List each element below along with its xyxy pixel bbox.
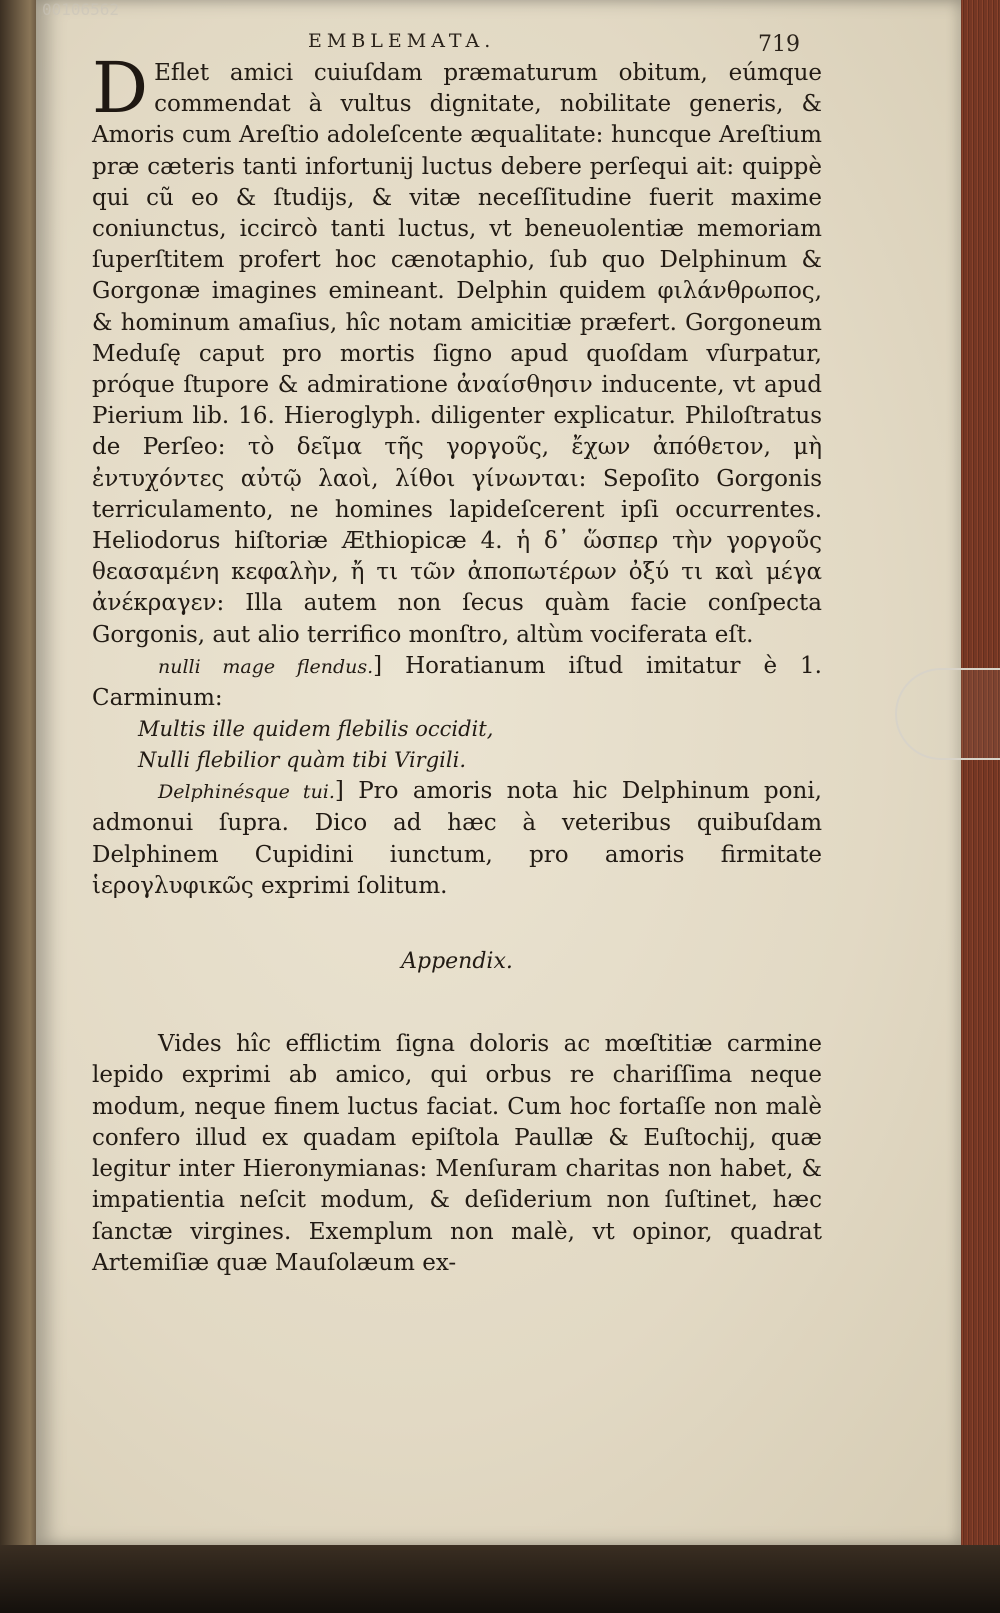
paragraph-2-text: Horatianum iſtud imitatur è 1. Carminum: — [92, 652, 822, 712]
lemma-1: nulli mage flendus. — [158, 655, 374, 678]
appendix-title: Appendix. — [401, 949, 513, 975]
page-clip — [895, 668, 1000, 760]
running-head: EMBLEMATA. — [308, 30, 496, 52]
paragraph-2: nulli mage flendus.] Horatianum iſtud imitatur è 1. Carminum: — [92, 652, 822, 712]
book-binding-left — [0, 0, 40, 1613]
page-text — [92, 47, 822, 1279]
paragraph-3-text: Pro amoris nota hic Delphinum poni, admonui ſupra. Dico ad hæc à veteribus quibuſdam Delphinem Cupidini iunctum, pro amoris firmitate ἱερογλυφικῶς exprimi ſolitum. — [92, 778, 822, 899]
page-number: 719 — [758, 32, 800, 57]
paragraph-3: Delphinésque tui.] Pro amoris nota hic Delphinum poni, admonui ſupra. Dico ad hæc à veteribus quibuſdam Delphinem Cupidini iunctum, pro amoris firmitate ἱερογλυφικῶς exprimi ſolitum. — [92, 778, 822, 899]
quote-line-2: Nulli flebilior quàm tibi Virgili. — [138, 748, 466, 773]
bottom-shadow — [0, 1545, 1000, 1613]
page-edges-right — [958, 0, 1000, 1613]
catalog-number: 00106562 — [42, 0, 120, 19]
paragraph-1 — [92, 47, 822, 651]
lemma-2: Delphinésque tui. — [158, 781, 335, 804]
book-page — [36, 0, 961, 1545]
quote-line-1: Multis ille quidem flebilis occidit, — [138, 717, 494, 742]
paragraph-1-text: Eflet amici cuiuſdam præmaturum obitum, eúmque commendat à vultus dignitate, nobilitate generis, & Amoris cum Areſtio adoleſcente æqualitate: huncque Areſtium præ cæteris tanti infortunij luctus debere perſequi ait: quippè qui cũ eo & ſtudijs, & vitæ neceſſitudine fuerit maxime coniunctus, iccircò tanti luctus, vt beneuolentiæ memoriam ſuperſtitem profert hoc cænotaphio, ſub quo Delphinum & Gorgonæ imagines emineant. Delphin quidem φιλάνθρωπος, & hominum amaſius, hîc notam amicitiæ præfert. Gorgoneum Meduſę caput pro mortis ſigno apud quoſdam vſurpatur, próque ſtupore & admiratione ἀναίσθησιν inducente, vt apud Pierium lib. 16. Hieroglyph. diligenter explicatur. Philoſtratus de Perſeo: τὸ δεῖμα τῆς γοργοῦς, ἔχων ἀπόθετον, μὴ ἐντυχόντες αὐτῷ λαοὶ, λίθοι γίνωνται: Sepoſito Gorgonis terriculamento, ne homines lapideſcerent ipſi occurrentes. Heliodorus hiſtoriæ Æthiopicæ 4. ἡ δ᾽ ὥσπερ τὴν γοργοῦς θεασαμένη κεφαλὴν, ἤ τι τῶν ἀποπωτέρων ὀξύ τι καὶ μέγα ἀνέκραγεν: Illa autem non ſecus quàm facie conſpecta Gorgonis, aut alio terrifico monſtro, altùm vociferata eſt. — [92, 60, 822, 648]
paragraph-4: Vides hîc efflictim ſigna doloris ac mœſtitiæ carmine lepido exprimi ab amico, qui orbus re chariſſima neque modum, neque finem luctus faciat. Cum hoc fortaſſe non malè confero illud ex quadam epiſtola Paullæ & Euſtochij, quæ legitur inter Hieronymianas: Menſuram charitas non habet, & impatientia neſcit modum, & deſiderium non ſuſtinet, hæc ſanctæ virgines. Exemplum non malè, vt opinor, quadrat Artemiſiæ quæ Mauſolæum ex- — [92, 1031, 822, 1276]
drop-cap: D — [92, 47, 149, 129]
